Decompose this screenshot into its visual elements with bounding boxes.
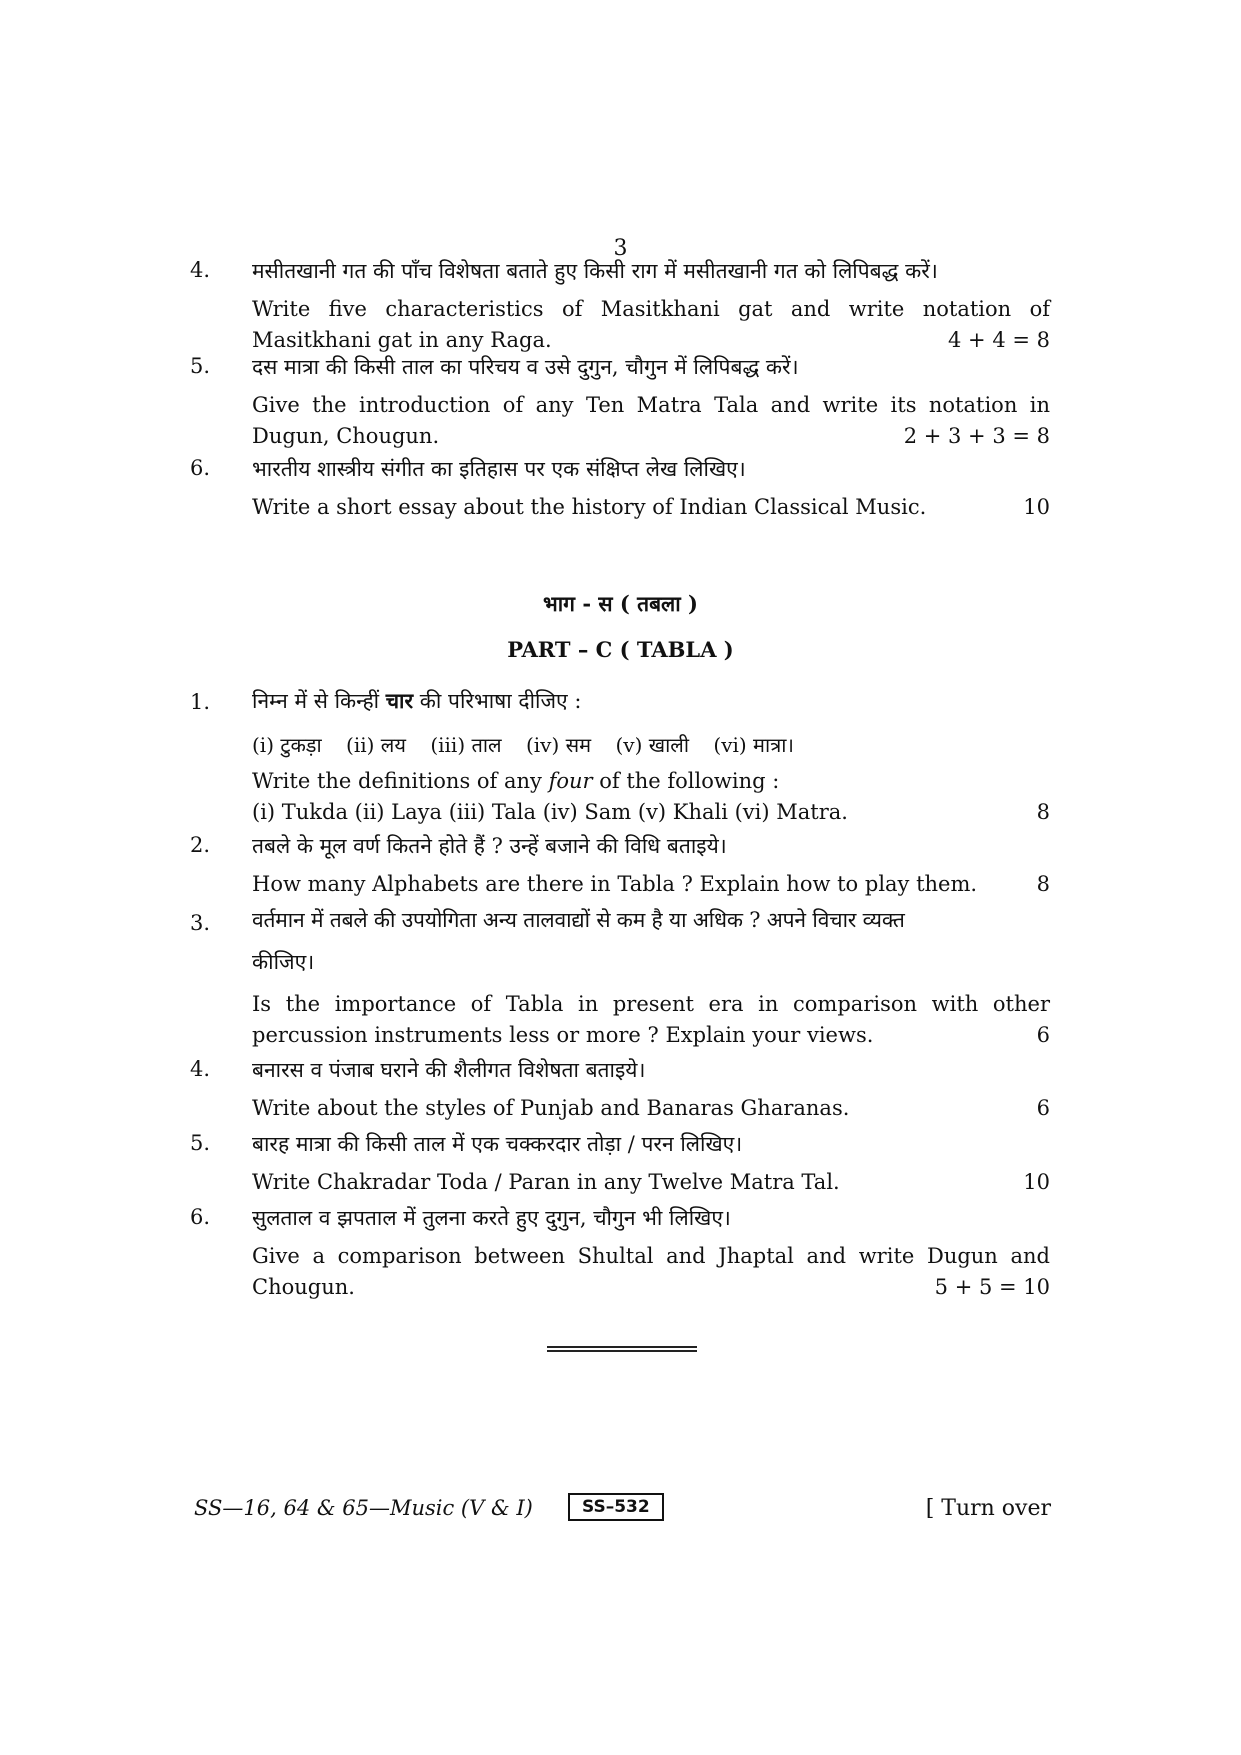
question-english-last-line	[252, 421, 1050, 452]
question-hindi: भारतीय शास्त्रीय संगीत का इतिहास पर एक संक्षिप्त लेख लिखिए।	[252, 457, 746, 481]
question-english-line: Masitkhani gat in any Raga.	[252, 328, 552, 352]
question-number: 6.	[190, 456, 211, 480]
english-options-line	[252, 797, 1050, 828]
hindi-option: (iv) सम	[525, 733, 592, 757]
part-b-questions	[190, 256, 1050, 520]
question-english-line: How many Alphabets are there in Tabla ? Explain how to play them.	[252, 872, 978, 896]
question-hindi: सुलताल व झपताल में तुलना करते हुए दुगुन, चौगुन भी लिखिए।	[252, 1206, 731, 1230]
question-english	[252, 766, 1050, 797]
footer-paper-code: SS–532	[568, 1493, 664, 1521]
question-english-line: Write Chakradar Toda / Paran in any Twelve Matra Tal.	[252, 1170, 840, 1194]
question-english-emphasis: four	[548, 769, 593, 793]
part-c-heading-hindi: भाग - स ( तबला )	[542, 591, 698, 616]
question-english-line: Dugun, Chougun.	[252, 424, 440, 448]
question-english-line: Give the introduction of any Ten Matra Tala and write its notation in	[252, 393, 1050, 417]
question-hindi	[252, 686, 1050, 716]
part-c-question-5	[190, 1129, 1050, 1197]
hindi-option: (i) टुकड़ा	[252, 733, 322, 757]
question-hindi: बनारस व पंजाब घराने की शैलीगत विशेषता बताइये।	[252, 1058, 646, 1082]
question-english-text: Write the definitions of any	[252, 769, 549, 793]
question-marks: 10	[1023, 495, 1050, 519]
question-4	[190, 256, 1050, 352]
question-english-last-line	[252, 869, 1050, 900]
footer-paper-info: SS—16, 64 & 65—Music (V & I)	[194, 1496, 533, 1520]
question-english	[252, 294, 1050, 325]
question-english	[252, 390, 1050, 421]
part-c-heading-english: PART – C ( TABLA )	[507, 637, 734, 662]
footer-turn-over: [ Turn over	[925, 1496, 1051, 1521]
question-english-line: Is the importance of Tabla in present era in comparison with other	[252, 992, 1050, 1016]
question-marks: 6	[1036, 1096, 1050, 1120]
english-options: (i) Tukda (ii) Laya (iii) Tala (iv) Sam (v) Khali (vi) Matra.	[252, 800, 848, 824]
question-number: 1.	[190, 690, 211, 714]
question-marks: 8	[1036, 872, 1050, 896]
question-6	[190, 454, 1050, 520]
question-hindi-text: की परिभाषा दीजिए :	[413, 689, 582, 713]
question-hindi: बारह मात्रा की किसी ताल में एक चक्करदार तोड़ा / परन लिखिए।	[252, 1132, 743, 1156]
question-english	[252, 989, 1050, 1020]
part-c-question-3	[190, 905, 1050, 1049]
hindi-options	[252, 730, 1050, 760]
question-number: 5.	[190, 354, 211, 378]
hindi-option: (ii) लय	[346, 733, 406, 757]
question-number: 3.	[190, 911, 211, 935]
page-number: 3	[613, 236, 628, 261]
question-hindi: मसीतखानी गत की पाँच विशेषता बताते हुए किसी राग में मसीतखानी गत को लिपिबद्ध करें।	[252, 259, 938, 283]
question-hindi-line: वर्तमान में तबले की उपयोगिता अन्य तालवाद्यों से कम है या अधिक ? अपने विचार व्यक्त	[252, 908, 905, 932]
question-number: 6.	[190, 1205, 211, 1229]
question-english-line: Give a comparison between Shultal and Jhaptal and write Dugun and	[252, 1244, 1050, 1268]
question-marks: 6	[1036, 1023, 1050, 1047]
question-hindi-text: निम्न में से किन्हीं	[252, 689, 386, 713]
part-c-question-4	[190, 1055, 1050, 1123]
question-number: 2.	[190, 833, 211, 857]
question-number: 4.	[190, 258, 211, 282]
part-c-question-6	[190, 1203, 1050, 1299]
question-english-line: percussion instruments less or more ? Explain your views.	[252, 1023, 874, 1047]
question-english	[252, 1241, 1050, 1272]
question-english-last-line	[252, 1167, 1050, 1198]
question-5	[190, 352, 1050, 448]
question-marks: 2 + 3 + 3 = 8	[903, 424, 1050, 448]
question-english-line: Chougun.	[252, 1275, 355, 1299]
question-hindi-line: कीजिए।	[252, 950, 315, 974]
question-marks: 10	[1023, 1170, 1050, 1194]
question-hindi: दस मात्रा की किसी ताल का परिचय व उसे दुगुन, चौगुन में लिपिबद्ध करें।	[252, 355, 799, 379]
part-c-question-2	[190, 831, 1050, 899]
question-english-last-line	[252, 1020, 1050, 1051]
question-english-line: Write five characteristics of Masitkhani gat and write notation of	[252, 297, 1050, 321]
hindi-option: (iii) ताल	[430, 733, 502, 757]
question-english-line: Write a short essay about the history of Indian Classical Music.	[252, 495, 927, 519]
question-hindi-emphasis: चार	[385, 688, 414, 713]
question-hindi: तबले के मूल वर्ण कितने होते हैं ? उन्हें बजाने की विधि बताइये।	[252, 834, 727, 858]
question-marks: 8	[1036, 800, 1050, 824]
question-marks: 5 + 5 = 10	[934, 1275, 1050, 1299]
question-english-last-line	[252, 492, 1050, 523]
part-c-question-1	[190, 686, 1050, 831]
hindi-option: (vi) मात्रा।	[713, 733, 794, 757]
part-c-questions	[190, 686, 1050, 1299]
question-marks: 4 + 4 = 8	[948, 328, 1050, 352]
end-double-rule	[547, 1346, 697, 1352]
question-english-last-line	[252, 1093, 1050, 1124]
question-english-last-line	[252, 1272, 1050, 1303]
hindi-option: (v) खाली	[615, 733, 690, 757]
question-number: 4.	[190, 1057, 211, 1081]
question-english-text: of the following :	[592, 769, 780, 793]
question-number: 5.	[190, 1131, 211, 1155]
question-english-line: Write about the styles of Punjab and Banaras Gharanas.	[252, 1096, 850, 1120]
